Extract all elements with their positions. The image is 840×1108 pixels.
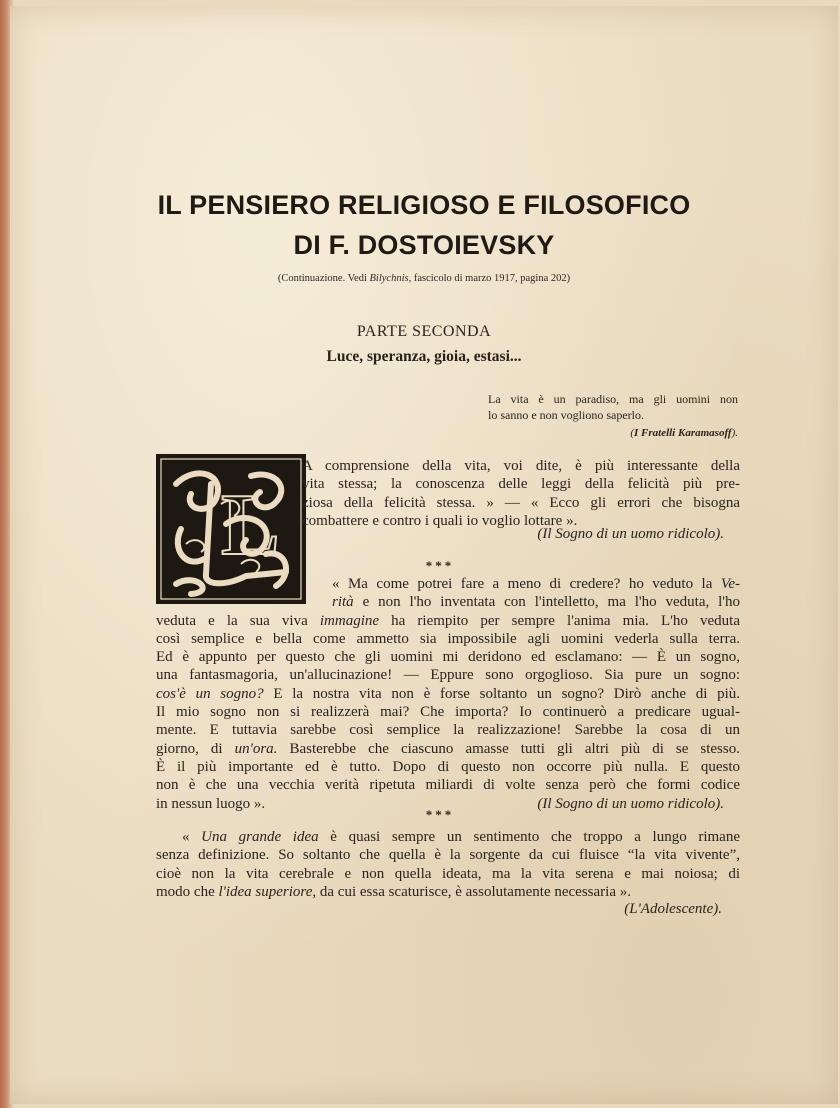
text-line: rità e non l'ho inventata con l'intelletto, ma l'ho veduta, l'ho xyxy=(332,594,740,611)
text-line: cioè non la vita cerebrale e non quella ideata, ma la vita serena e mai noiosa; di xyxy=(156,865,740,882)
text-line: ziosa della felicità stessa. » — « Ecco gli errori che bisogna xyxy=(302,494,740,511)
section-separator: *** xyxy=(425,807,455,822)
text-line: cos'è un sogno? E la nostra vita non è forse soltanto un sogno? Dirò anche di più. xyxy=(156,685,741,702)
text-line: È il più importante ed è tutto. Dopo di questo non occorre più nulla. E questo xyxy=(156,758,740,775)
epigraph-line: La vita è un paradiso, ma gli uomini non xyxy=(488,392,738,406)
epigraph-line: lo sanno e non vogliono saperlo. xyxy=(488,408,644,422)
text-line: modo che l'idea superiore, da cui essa scaturisce, è assolutamente necessaria ». xyxy=(156,883,631,900)
svg-text:L: L xyxy=(221,477,280,574)
paragraph-1 xyxy=(302,457,740,530)
part-subtitle: Luce, speranza, gioia, estasi... xyxy=(326,348,522,365)
article-title-line2: DI F. DOSTOIEVSKY xyxy=(293,230,555,260)
text-line: combattere e contro i quali io voglio lottare ». xyxy=(302,512,578,529)
text-line: non è che una vecchia verità ripetuta miliardi di volte senza però che formi codice xyxy=(156,777,740,794)
text-line: veduta e la sua viva immagine ha riempito per sempre l'anima mia. L'ho veduta xyxy=(156,612,740,629)
section-separator: *** xyxy=(425,558,455,573)
text-line: una fantasmagoria, un'allucinazione! — Eppure sono orgoglioso. Sia pure un sogno: xyxy=(156,667,740,684)
text-line: mente. E tuttavia sarebbe così semplice la realizzazione! Sarebbe la cosa di un xyxy=(156,722,740,739)
text-line: « Ma come potrei fare a meno di credere? ho veduto la Ve- xyxy=(332,576,740,592)
epigraph xyxy=(488,391,738,441)
citation-1: (Il Sogno di un uomo ridicolo). xyxy=(537,526,724,542)
text-line: Ed è appunto per questo che gli uomini mi deridono ed esclamano: — È un sogno, xyxy=(156,649,740,666)
part-heading: PARTE SECONDA xyxy=(356,323,492,340)
text-line: giorno, di un'ora. Basterebbe che ciascuno amasse tutti gli altri più di se stesso. xyxy=(156,740,740,757)
page xyxy=(10,6,838,1104)
text-line: A comprensione della vita, voi dite, è più interessante della xyxy=(302,458,740,474)
text-line: senza definizione. So soltanto che quella è la sorgente da cui fluisce “la vita vivente”, xyxy=(156,847,740,864)
text-line: così semplice e bella come ammetto sia impossibile agli uomini vederla sulla terra. xyxy=(156,630,740,647)
text-line: Il mio sogno non si realizzerà mai? Che importa? Io continuerò a predicare ugual- xyxy=(156,704,740,721)
citation-3: (L'Adolescente). xyxy=(624,901,722,917)
text-line: in nessun luogo ». (Il Sogno di un uomo ridicolo). xyxy=(156,795,740,813)
article-title-line1: IL PENSIERO RELIGIOSO E FILOSOFICO xyxy=(157,190,691,220)
epigraph-source: (I Fratelli Karamasoff). xyxy=(630,427,738,439)
citation-2: (Il Sogno di un uomo ridicolo). xyxy=(537,795,724,812)
continuation-note: (Continuazione. Vedi Bilychnis, fascicolo di marzo 1917, pagina 202) xyxy=(277,273,571,284)
paragraph-3 xyxy=(156,828,740,901)
text-line: vita stessa; la conoscenza delle leggi della felicità più pre- xyxy=(302,476,740,493)
text-line: « Una grande idea è quasi sempre un sentimento che troppo a lungo rimane xyxy=(182,829,740,845)
paragraph-2 xyxy=(156,575,740,813)
